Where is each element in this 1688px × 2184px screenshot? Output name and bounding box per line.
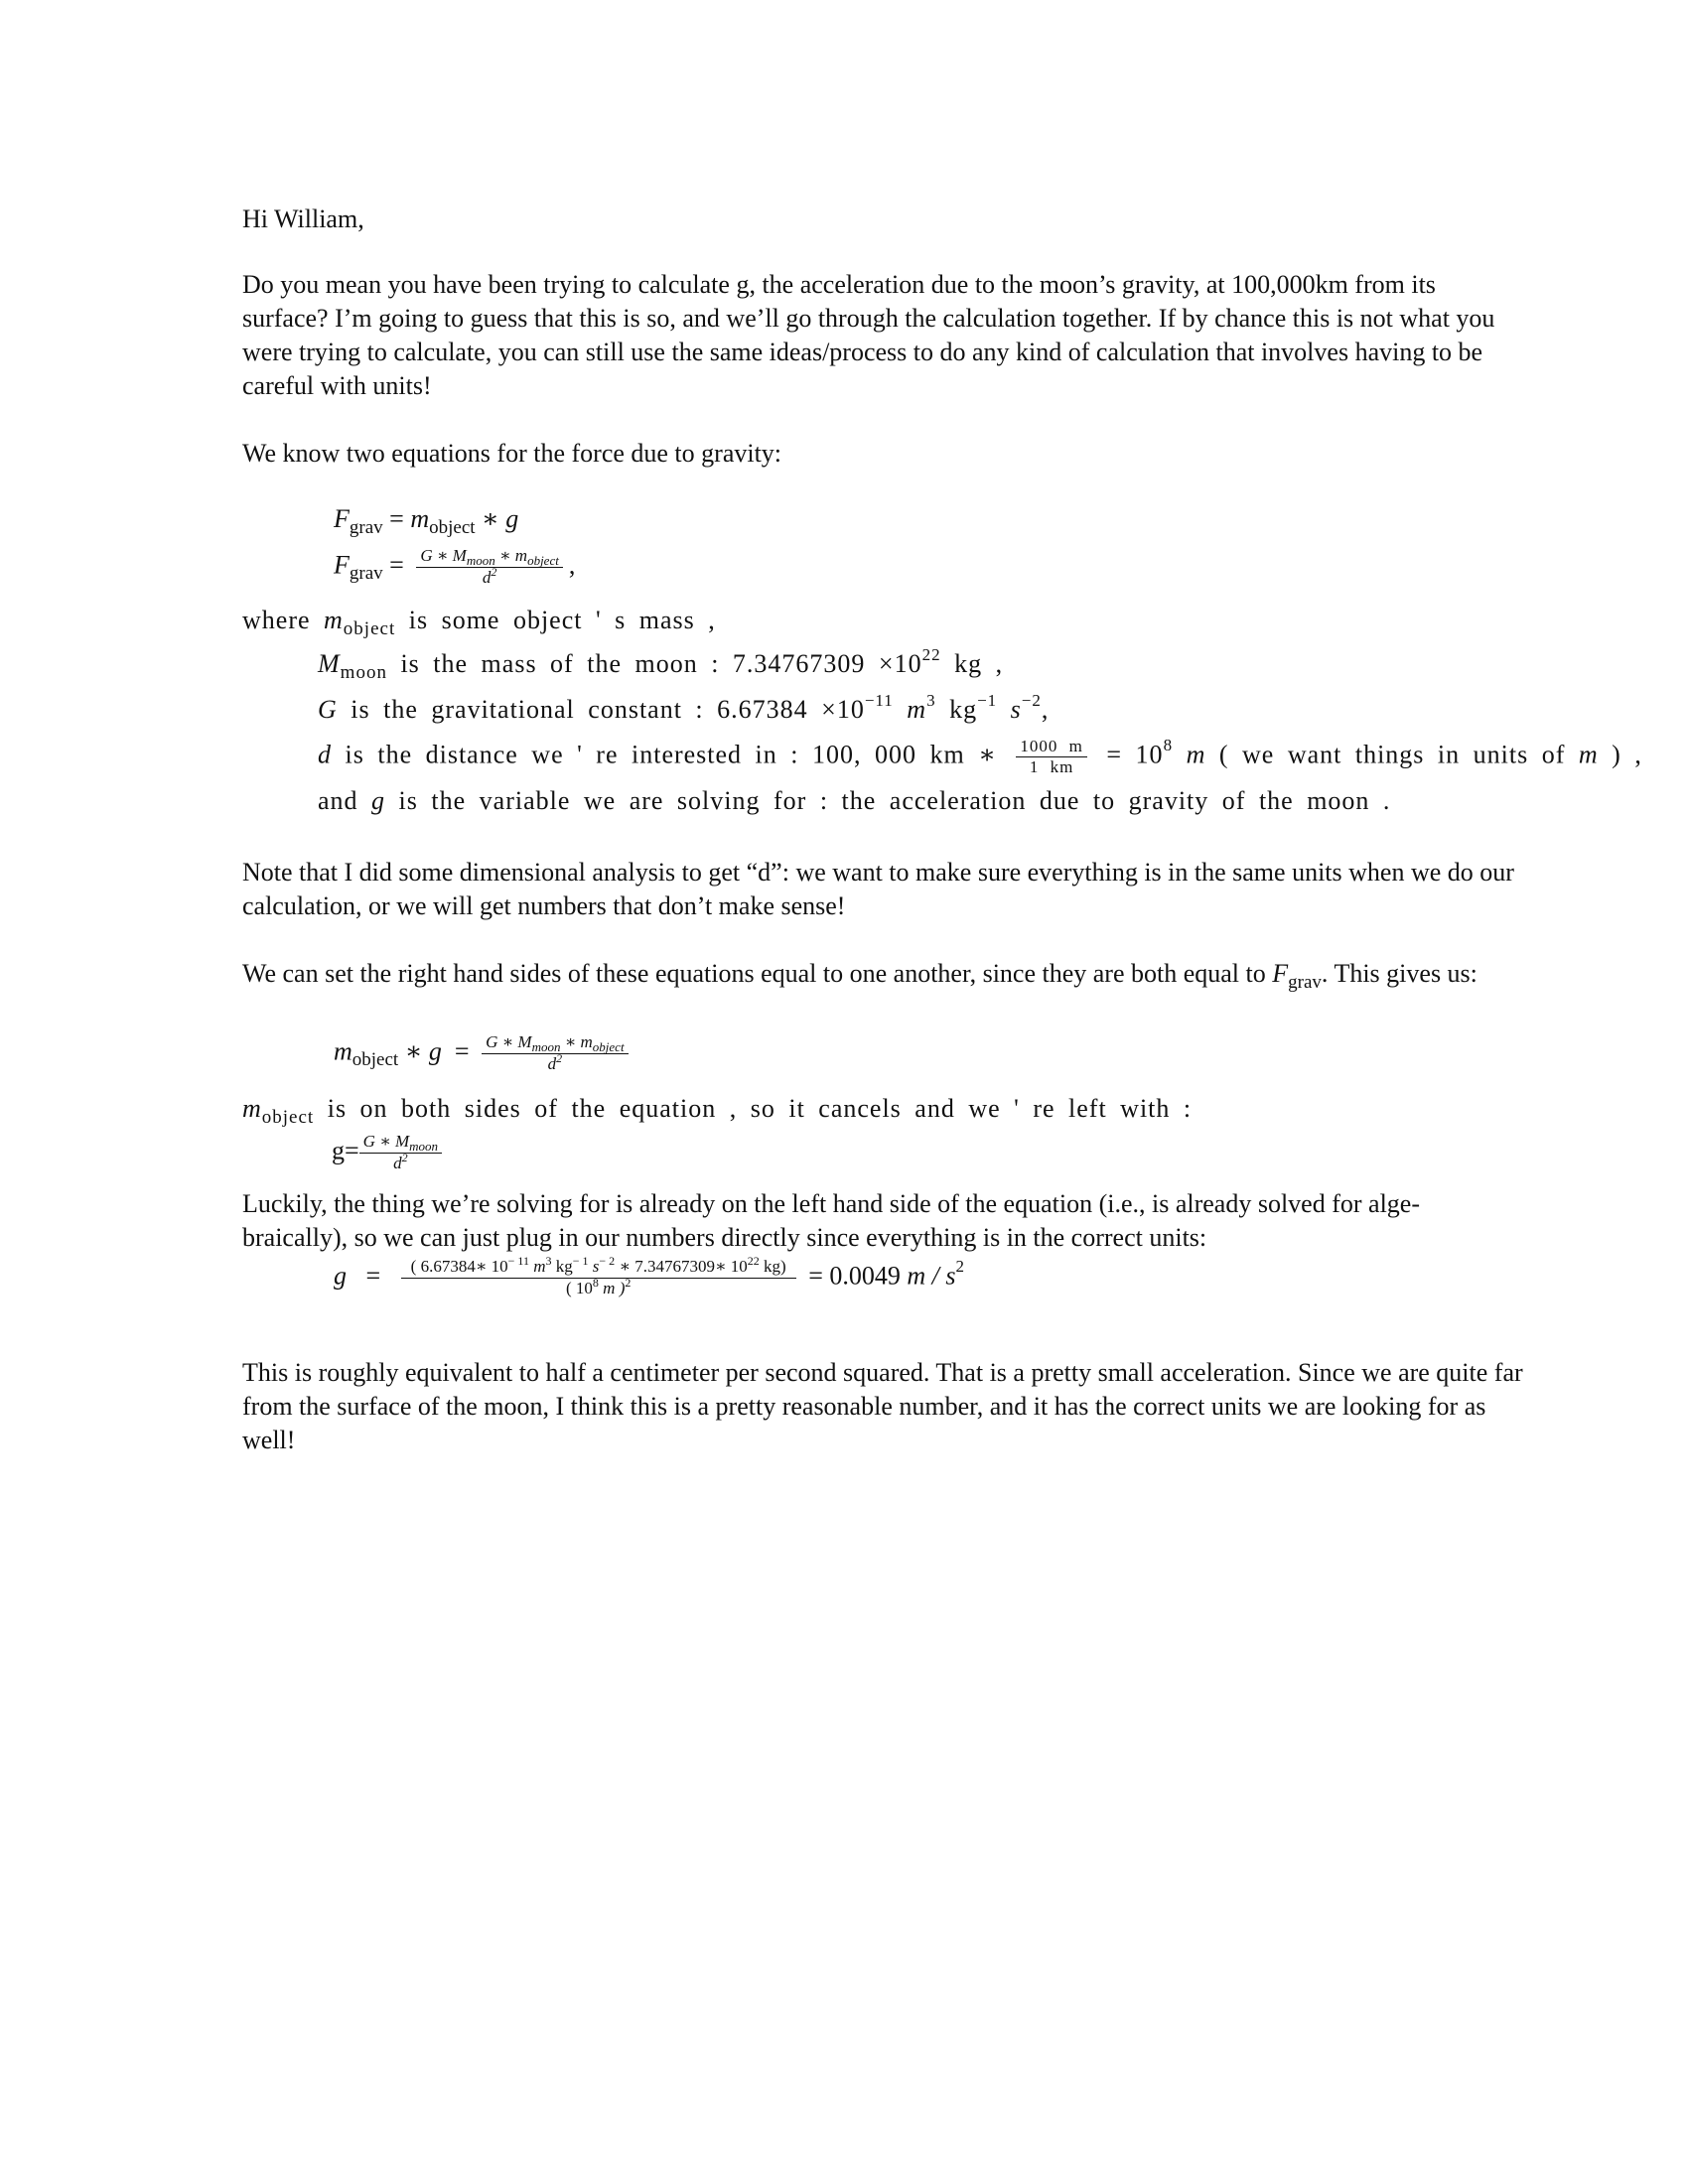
paragraph-set-equal: We can set the right hand sides of these equations equal to one another, since they are both equal to $F_{grav}$. This gives us: <box>242 959 1477 993</box>
definition-distance: d is the distance we ' re interested in : 100, 000 km ∗ $\frac{1000 m}{1 km}$ = $10^8$ m ( we want things in units of m ) , <box>318 736 1642 776</box>
equation-equated: $m_{object}$ ∗ g = $\frac{G ∗ M_{moon} ∗ m_{object}}{d^2}$ <box>334 1032 634 1075</box>
fraction: $\frac{G ∗ M_{moon} ∗ m_{object}}{d^2}$ <box>482 1032 629 1075</box>
greeting: Hi William, <box>242 205 364 233</box>
equation-force-newton: $F_{grav}$ = $\frac{G ∗ M_{moon} ∗ m_{object}}{d^2}$ , <box>334 546 576 587</box>
fraction: $\frac{G ∗ M_{moon} ∗ m_{object}}{d^2}$ <box>416 546 563 589</box>
paragraph-dimensional-analysis: Note that I did some dimensional analysis to get “d”: we want to make sure everything is in the same units when we do our calculation, or we will get numbers that don’t make sense! <box>242 858 1514 920</box>
cancel-statement: $m_{object}$ is on both sides of the equation , so it cancels and we ' re left with : <box>242 1094 1193 1128</box>
equation-g-solved: g= $\frac{G ∗ M_{moon}}{d^2}$ <box>332 1132 448 1174</box>
definition-m-moon: $M_{moon}$ is the mass of the moon : $7.34767309 \times 10^{22}$ kg , <box>318 645 1004 683</box>
equation-force-mg: $F_{grav} = m_{object}$ ∗ g <box>334 504 519 538</box>
fraction: $\frac{G ∗ M_{moon}}{d^2}$ <box>359 1132 442 1174</box>
paragraph-conclusion: This is roughly equivalent to half a centimeter per second squared. That is a pretty small acceleration. Since we are quite far from the surface of the moon, I think this is a pretty reasonable number, and it has the correct units we are looking for as well! <box>242 1358 1523 1454</box>
paragraph-plug-in: Luckily, the thing we’re solving for is already on the left hand side of the equation (i.e., is already solved for alge- braically), so we can just plug in our numbers directly since everything is in the correct units: <box>242 1189 1420 1252</box>
paragraph-equations-intro: We know two equations for the force due to gravity: <box>242 439 782 468</box>
paragraph-intro: Do you mean you have been trying to calculate g, the acceleration due to the moon’s gravity, at 100,000km from its surface? I’m going to guess that this is so, and we’ll go through the calculation together. If by chance this is not what you were trying to calculate, you can still use the same ideas/process to do any kind of calculation that involves having to be careful with units! <box>242 270 1495 400</box>
definition-m-object: where $m_{object}$ is some object ' s mass , <box>242 606 716 639</box>
fraction: $\frac{1000 m}{1 km}$ <box>1016 737 1086 777</box>
equation-numeric: g = $\frac{( 6.67384∗ 10^{- 11} m^3 kg^{- 1} s^{- 2} ∗ 7.34767309∗ 10^{22} kg)}{( 10^8 m )^2}$ = 0.0049 m / $s^2$ <box>334 1254 965 1297</box>
definition-g-variable: and g is the variable we are solving for : the acceleration due to gravity of the moon . <box>318 786 1391 815</box>
definition-g-constant: G is the gravitational constant : $6.67384 \times 10^{-11}$ $m^3$ $kg^{-1}$ $s^{-2}$, <box>318 691 1050 724</box>
fraction: $\frac{( 6.67384∗ 10^{- 11} m^3 kg^{- 1} s^{- 2} ∗ 7.34767309∗ 10^{22} kg)}{( 10^8 m )^2}$ <box>401 1257 796 1299</box>
